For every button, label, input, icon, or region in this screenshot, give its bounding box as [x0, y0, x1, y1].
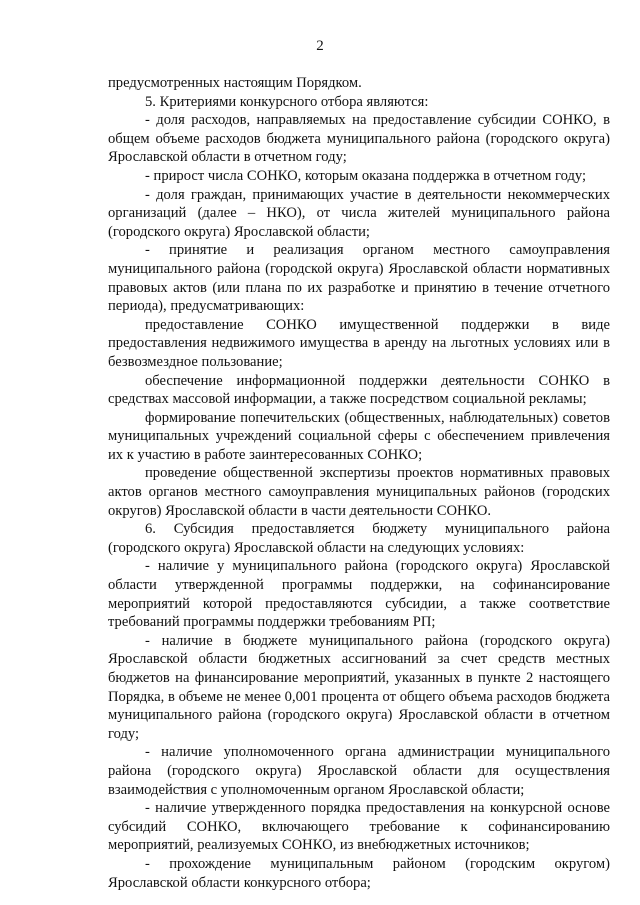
page-number: 2 — [316, 38, 324, 54]
paragraph: - прирост числа СОНКО, которым оказана поддержка в отчетном году; — [145, 167, 587, 184]
paragraph: обеспечение информационной поддержки деятельности СОНКО в средствах массовой информации, а также посредством социальной рекламы; — [108, 372, 610, 408]
paragraph: формирование попечительских (общественных, наблюдательных) советов муниципальных учреждений социальной сферы с обеспечением привлечения их к участию в работе заинтересованных СОНКО; — [108, 409, 610, 463]
paragraph: - наличие у муниципального района (городского округа) Ярославской области утвержденной программы поддержки, на софинансирование мероприятий которой предоставляются субсидии, а также соответствие требований программы поддержки требованиям РП; — [108, 558, 610, 631]
paragraph: - доля граждан, принимающих участие в деятельности некоммерческих организаций (далее – НКО), от числа жителей муниципального района (городского округа) Ярославской области; — [108, 186, 610, 240]
paragraph: - доля расходов, направляемых на предоставление субсидии СОНКО, в общем объеме расходов бюджета муниципального района (городского округа) Ярославской области в отчетном году; — [108, 112, 610, 166]
paragraph: - наличие утвержденного порядка предоставления на конкурсной основе субсидий СОНКО, включающего требование к софинансированию мероприятий, реализуемых СОНКО, из внебюджетных источников; — [108, 800, 610, 854]
paragraph: 5. Критериями конкурсного отбора являются: — [145, 93, 429, 110]
document-body — [108, 74, 610, 892]
paragraph: - наличие уполномоченного органа администрации муниципального района (городского округа) Ярославской области для осуществления взаимодействия с уполномоченным органом Ярославской области; — [108, 744, 610, 798]
paragraph: проведение общественной экспертизы проектов нормативных правовых актов органов местного самоуправления муниципальных районов (городских округов) Ярославской области в части деятельности СОНКО. — [108, 465, 610, 519]
paragraph: - принятие и реализация органом местного самоуправления муниципального района (городской округа) Ярославской области нормативных правовых актов (или плана по их разработке и принятию в течение отчетного периода), предусматривающих: — [108, 242, 610, 315]
paragraph: 6. Субсидия предоставляется бюджету муниципального района (городского округа) Ярославской области на следующих условиях: — [108, 521, 610, 556]
paragraph: - наличие в бюджете муниципального района (городского округа) Ярославской области бюджетных ассигнований за счет средств местных бюджетов на финансирование мероприятий, указанных в пункте 2 настоящего Порядка, в объеме не менее 0,001 процента от общего объема расходов бюджета муниципального района (городского округа) Ярославской области в отчетном году; — [108, 632, 610, 742]
paragraph: предусмотренных настоящим Порядком. — [108, 75, 362, 91]
paragraph: - прохождение муниципальным районом (городским округом) Ярославской области конкурсного отбора; — [108, 855, 610, 891]
paragraph: предоставление СОНКО имущественной поддержки в виде предоставления недвижимого имущества в аренду на льготных условиях или в безвозмездное пользование; — [108, 316, 610, 370]
